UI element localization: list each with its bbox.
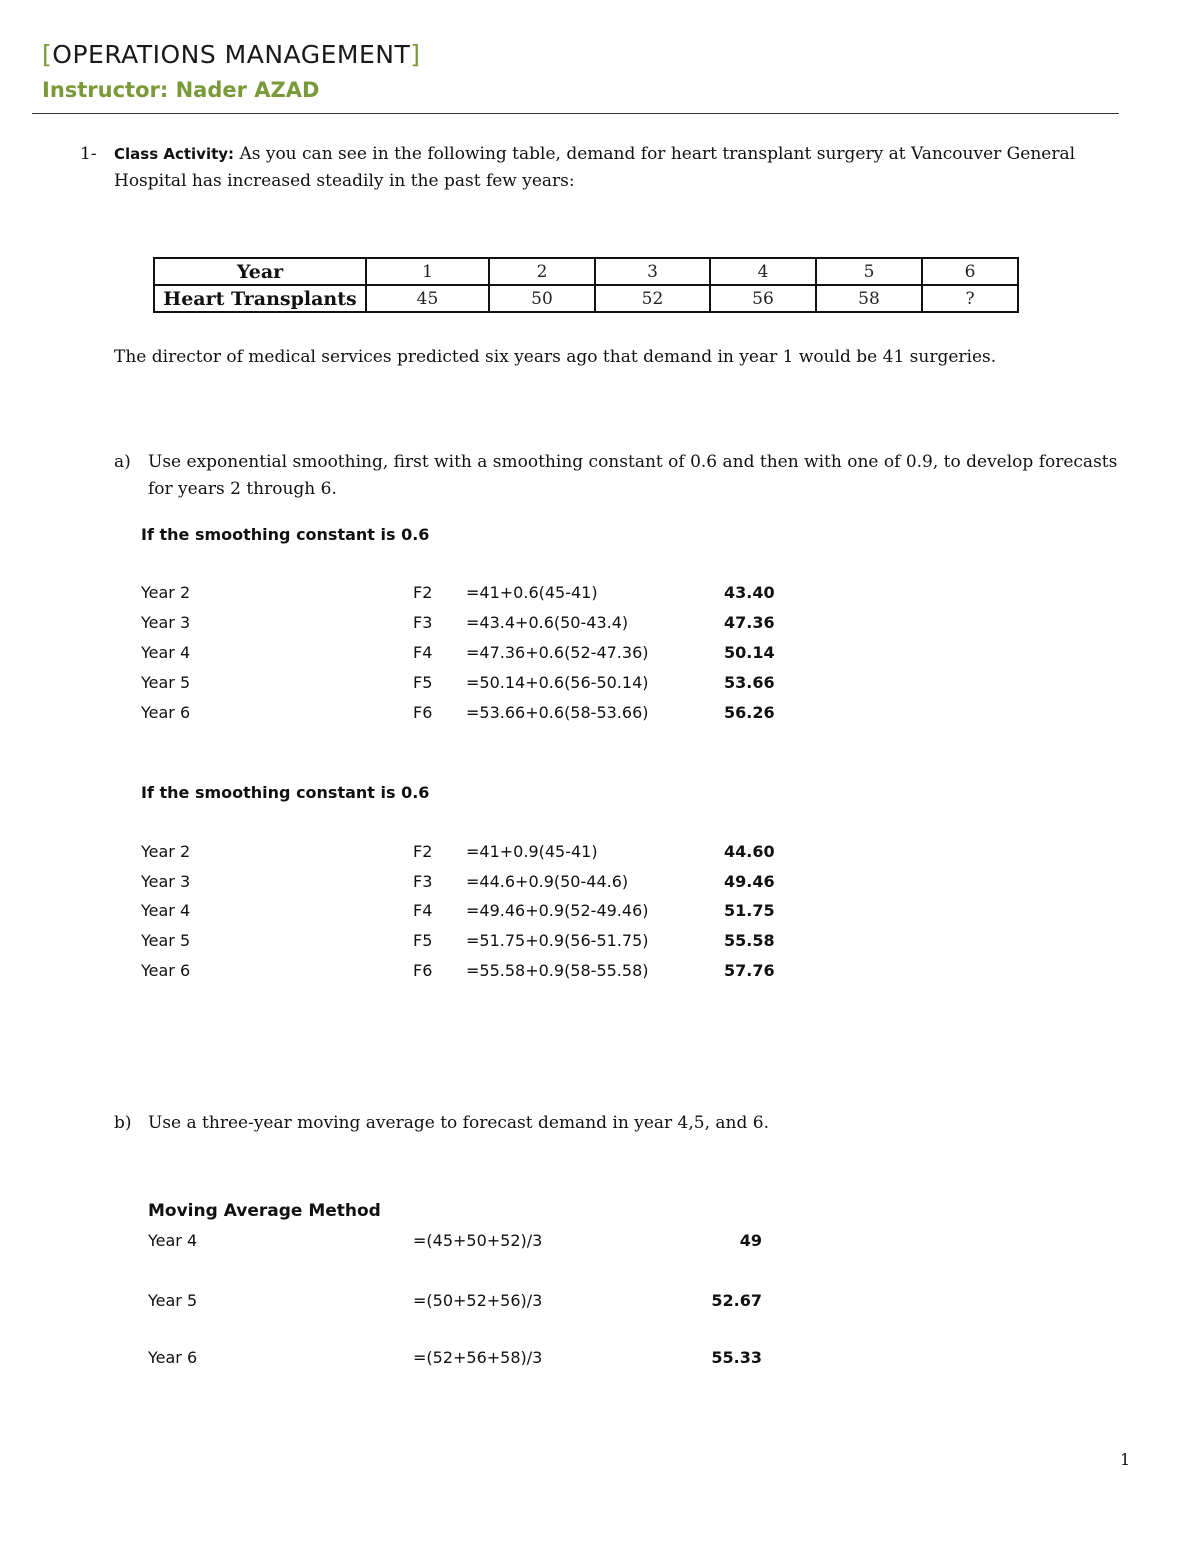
- block2-f: F6: [413, 961, 433, 980]
- transplant-cell: 52: [595, 285, 710, 312]
- part-a-label: a): [114, 452, 131, 472]
- year-cell: 3: [595, 258, 710, 285]
- block2-formula: =41+0.9(45-41): [466, 842, 598, 861]
- ma-value: 49: [739, 1231, 762, 1250]
- block2-year: Year 2: [141, 842, 191, 861]
- block1-year: Year 3: [141, 613, 191, 632]
- part-b-text: Use a three-year moving average to forecast demand in year 4,5, and 6.: [148, 1113, 769, 1133]
- ma-year: Year 4: [148, 1231, 198, 1250]
- block1-formula: =50.14+0.6(56-50.14): [466, 673, 649, 692]
- ma-value: 55.33: [711, 1348, 762, 1367]
- ma-year: Year 5: [148, 1291, 198, 1310]
- block1-formula: =43.4+0.6(50-43.4): [466, 613, 629, 632]
- course-title: [42, 40, 420, 69]
- block2-f: F4: [413, 901, 433, 920]
- block2-value: 49.46: [724, 872, 775, 891]
- moving-average-heading: Moving Average Method: [148, 1201, 381, 1221]
- block2-year: Year 3: [141, 872, 191, 891]
- year-cell: 5: [816, 258, 922, 285]
- ma-year: Year 6: [148, 1348, 198, 1367]
- block1-f: F2: [413, 583, 433, 602]
- block1-f: F4: [413, 643, 433, 662]
- row-header-transplants: Heart Transplants: [154, 285, 366, 312]
- instructor-line: Instructor: Nader AZAD: [42, 78, 320, 102]
- ma-formula: =(50+52+56)/3: [413, 1291, 543, 1310]
- bracket-open: [: [42, 40, 53, 69]
- block2-f: F3: [413, 872, 433, 891]
- bracket-close: ]: [410, 40, 421, 69]
- block1-formula: =47.36+0.6(52-47.36): [466, 643, 649, 662]
- class-activity-label: Class Activity:: [114, 145, 235, 163]
- ma-formula: =(45+50+52)/3: [413, 1231, 543, 1250]
- course-name: OPERATIONS MANAGEMENT: [52, 40, 411, 69]
- question-line1: As you can see in the following table, demand for heart transplant surgery at Vancouver General: [239, 144, 1076, 164]
- table-row-transplants: [154, 285, 1018, 312]
- block1-year: Year 2: [141, 583, 191, 602]
- question-text-line1: [114, 144, 1075, 164]
- block2-value: 44.60: [724, 842, 775, 861]
- block2-formula: =55.58+0.9(58-55.58): [466, 961, 649, 980]
- ma-value: 52.67: [711, 1291, 762, 1310]
- transplant-cell: 50: [489, 285, 595, 312]
- block1-heading: If the smoothing constant is 0.6: [141, 525, 430, 544]
- block2-year: Year 6: [141, 961, 191, 980]
- transplant-cell: ?: [922, 285, 1018, 312]
- block2-year: Year 4: [141, 901, 191, 920]
- year-cell: 6: [922, 258, 1018, 285]
- table-row-year: [154, 258, 1018, 285]
- block1-f: F5: [413, 673, 433, 692]
- block2-value: 51.75: [724, 901, 775, 920]
- year-cell: 1: [366, 258, 489, 285]
- block1-value: 43.40: [724, 583, 775, 602]
- header-divider: [32, 113, 1119, 114]
- block1-f: F3: [413, 613, 433, 632]
- question-number: 1-: [80, 144, 97, 164]
- transplant-cell: 45: [366, 285, 489, 312]
- block2-formula: =44.6+0.9(50-44.6): [466, 872, 629, 891]
- transplant-cell: 56: [710, 285, 816, 312]
- block2-f: F5: [413, 931, 433, 950]
- block1-value: 56.26: [724, 703, 775, 722]
- block2-heading: If the smoothing constant is 0.6: [141, 783, 430, 802]
- director-note: The director of medical services predicted six years ago that demand in year 1 would be 41 surgeries.: [114, 347, 997, 367]
- block1-year: Year 4: [141, 643, 191, 662]
- year-cell: 2: [489, 258, 595, 285]
- block1-formula: =41+0.6(45-41): [466, 583, 598, 602]
- block1-value: 50.14: [724, 643, 775, 662]
- block2-value: 57.76: [724, 961, 775, 980]
- demand-table: [153, 257, 1019, 313]
- block1-formula: =53.66+0.6(58-53.66): [466, 703, 649, 722]
- year-cell: 4: [710, 258, 816, 285]
- part-a-line2: for years 2 through 6.: [148, 479, 337, 499]
- part-a-line1: Use exponential smoothing, first with a smoothing constant of 0.6 and then with one of 0.9, to develop forecasts: [148, 452, 1118, 472]
- block1-value: 47.36: [724, 613, 775, 632]
- block1-f: F6: [413, 703, 433, 722]
- block1-value: 53.66: [724, 673, 775, 692]
- ma-formula: =(52+56+58)/3: [413, 1348, 543, 1367]
- row-header-year: Year: [154, 258, 366, 285]
- block1-year: Year 5: [141, 673, 191, 692]
- block2-formula: =51.75+0.9(56-51.75): [466, 931, 649, 950]
- transplant-cell: 58: [816, 285, 922, 312]
- block2-formula: =49.46+0.9(52-49.46): [466, 901, 649, 920]
- page-number: 1: [1120, 1450, 1131, 1469]
- part-b-label: b): [114, 1113, 132, 1133]
- block1-year: Year 6: [141, 703, 191, 722]
- question-line2: Hospital has increased steadily in the past few years:: [114, 171, 575, 191]
- block2-f: F2: [413, 842, 433, 861]
- block2-value: 55.58: [724, 931, 775, 950]
- block2-year: Year 5: [141, 931, 191, 950]
